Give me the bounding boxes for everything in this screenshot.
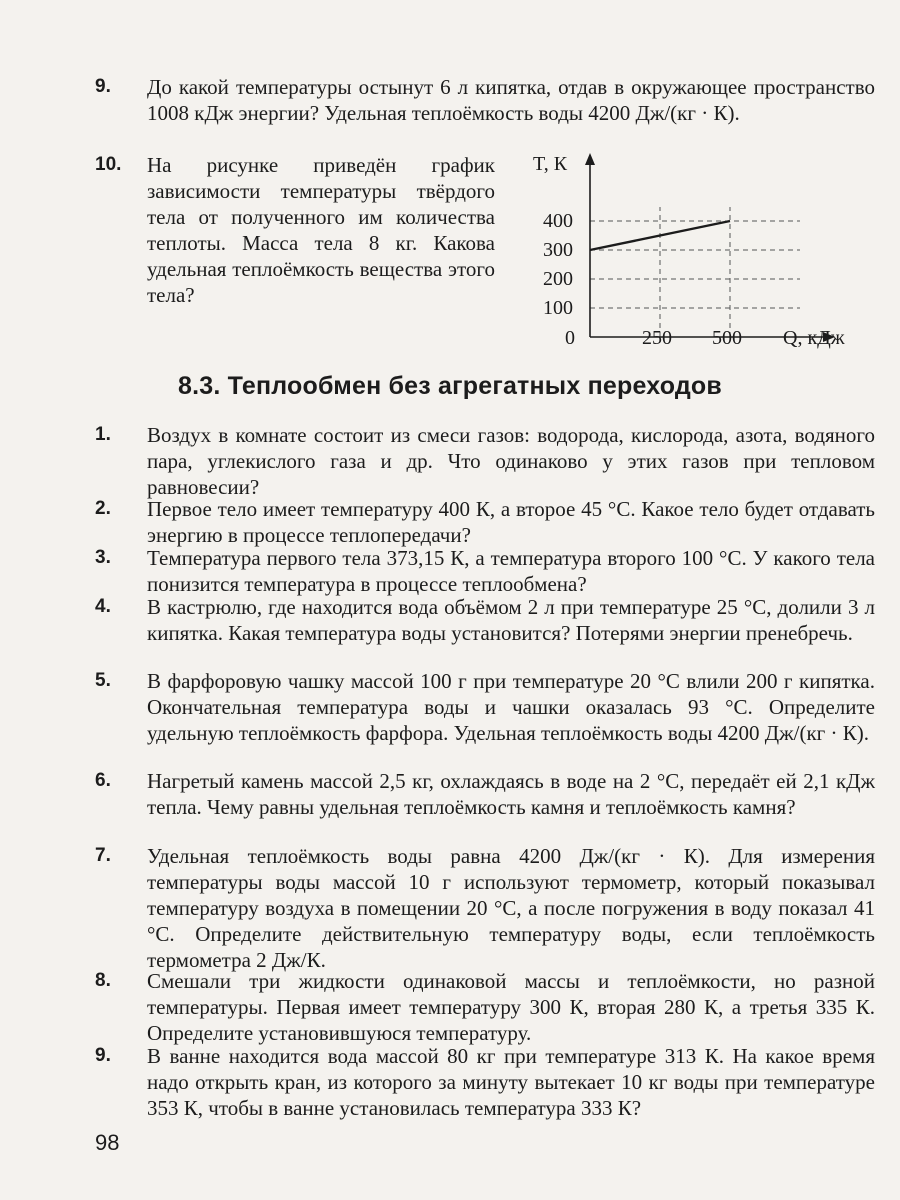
problem-number: 9. (95, 1045, 111, 1066)
problem-number: 4. (95, 596, 111, 617)
problem-number: 6. (95, 770, 111, 791)
temperature-heat-chart (525, 145, 865, 355)
problem-text: Смешали три жидкости одинаковой массы и теплоёмкости, но разной температуры. Первая имеет температуру 300 К, вторая 280 К, а третья 335 К. Определите установившуюся температуру. (147, 969, 875, 1045)
chart-grid (590, 207, 800, 337)
problem-item (95, 768, 875, 820)
problem-text: Температура первого тела 373,15 К, а температура второго 100 °С. У какого тела понизится температура в процессе теплообмена? (147, 546, 875, 596)
section-title: 8.3. Теплообмен без агрегатных переходов (178, 372, 722, 400)
problem-text: Нагретый камень массой 2,5 кг, охлаждаясь в воде на 2 °С, передаёт ей 2,1 кДж тепла. Чему равны удельная теплоёмкость камня и теплоёмкость камня? (147, 769, 875, 819)
problem-item (95, 843, 875, 973)
y-tick-label: 200 (543, 268, 573, 290)
problem-text: До какой температуры остынут 6 л кипятка, отдав в окружающее пространство 1008 кДж энергии? Удельная теплоёмкость воды 4200 Дж/(кг · К). (147, 75, 875, 125)
x-axis-label: Q, кДж (783, 327, 845, 349)
page-number: 98 (95, 1130, 120, 1155)
y-axis-label: T, К (533, 153, 568, 175)
problem-text: В фарфоровую чашку массой 100 г при температуре 20 °С влили 200 г кипятка. Окончательная температура воды и чашки оказалась 93 °С. Определите удельную теплоёмкость фарфора. Удельная теплоёмкость воды 4200 Дж/(кг · К). (147, 669, 875, 745)
problem-item (95, 496, 875, 548)
origin-label: 0 (565, 327, 575, 349)
problem-number: 7. (95, 845, 111, 866)
x-tick-label: 500 (712, 327, 742, 349)
problem-number: 3. (95, 547, 111, 568)
y-tick-label: 400 (543, 210, 573, 232)
problem-number: 5. (95, 670, 111, 691)
problem-item (95, 668, 875, 746)
problem-item (95, 545, 875, 597)
problem-number: 9. (95, 76, 111, 97)
y-tick-label: 300 (543, 239, 573, 261)
problem-text: На рисунке приведён график зависимости температуры твёрдого тела от полученного им количества теплоты. Масса тела 8 кг. Какова удельная теплоёмкость вещества этого тела? (147, 153, 495, 307)
problem-top-9 (95, 74, 875, 126)
problem-item (95, 968, 875, 1046)
problem-number: 2. (95, 498, 111, 519)
problem-text: Воздух в комнате состоит из смеси газов: водорода, кислорода, азота, водяного пара, углекислого газа и др. Что одинаково у этих газов при тепловом равновесии? (147, 423, 875, 499)
problem-top-10 (95, 152, 495, 308)
problem-number: 10. (95, 154, 122, 175)
problem-text: В кастрюлю, где находится вода объёмом 2 л при температуре 25 °С, долили 3 л кипятка. Какая температура воды установится? Потерями энергии пренебречь. (147, 595, 875, 645)
problem-text: В ванне находится вода массой 80 кг при температуре 313 К. На какое время надо открыть кран, из которого за минуту вытекает 10 кг воды при температуре 353 К, чтобы в ванне установилась температура 333 К? (147, 1044, 875, 1120)
problem-item (95, 422, 875, 500)
problem-text: Первое тело имеет температуру 400 К, а второе 45 °С. Какое тело будет отдавать энергию в процессе теплопередачи? (147, 497, 875, 547)
y-axis-arrow (585, 153, 595, 165)
y-tick-label: 100 (543, 297, 573, 319)
x-tick-label: 250 (642, 327, 672, 349)
problem-item (95, 1043, 875, 1121)
problem-item (95, 594, 875, 646)
problem-text: Удельная теплоёмкость воды равна 4200 Дж/(кг · К). Для измерения температуры воды массой 10 г используют термометр, который показывал температуру воздуха в помещении 20 °С, а после погружения в воду показал 41 °С. Определите действительную температуру воды, если теплоёмкость термометра 2 Дж/К. (147, 844, 875, 972)
problem-number: 8. (95, 970, 111, 991)
problem-number: 1. (95, 424, 111, 445)
